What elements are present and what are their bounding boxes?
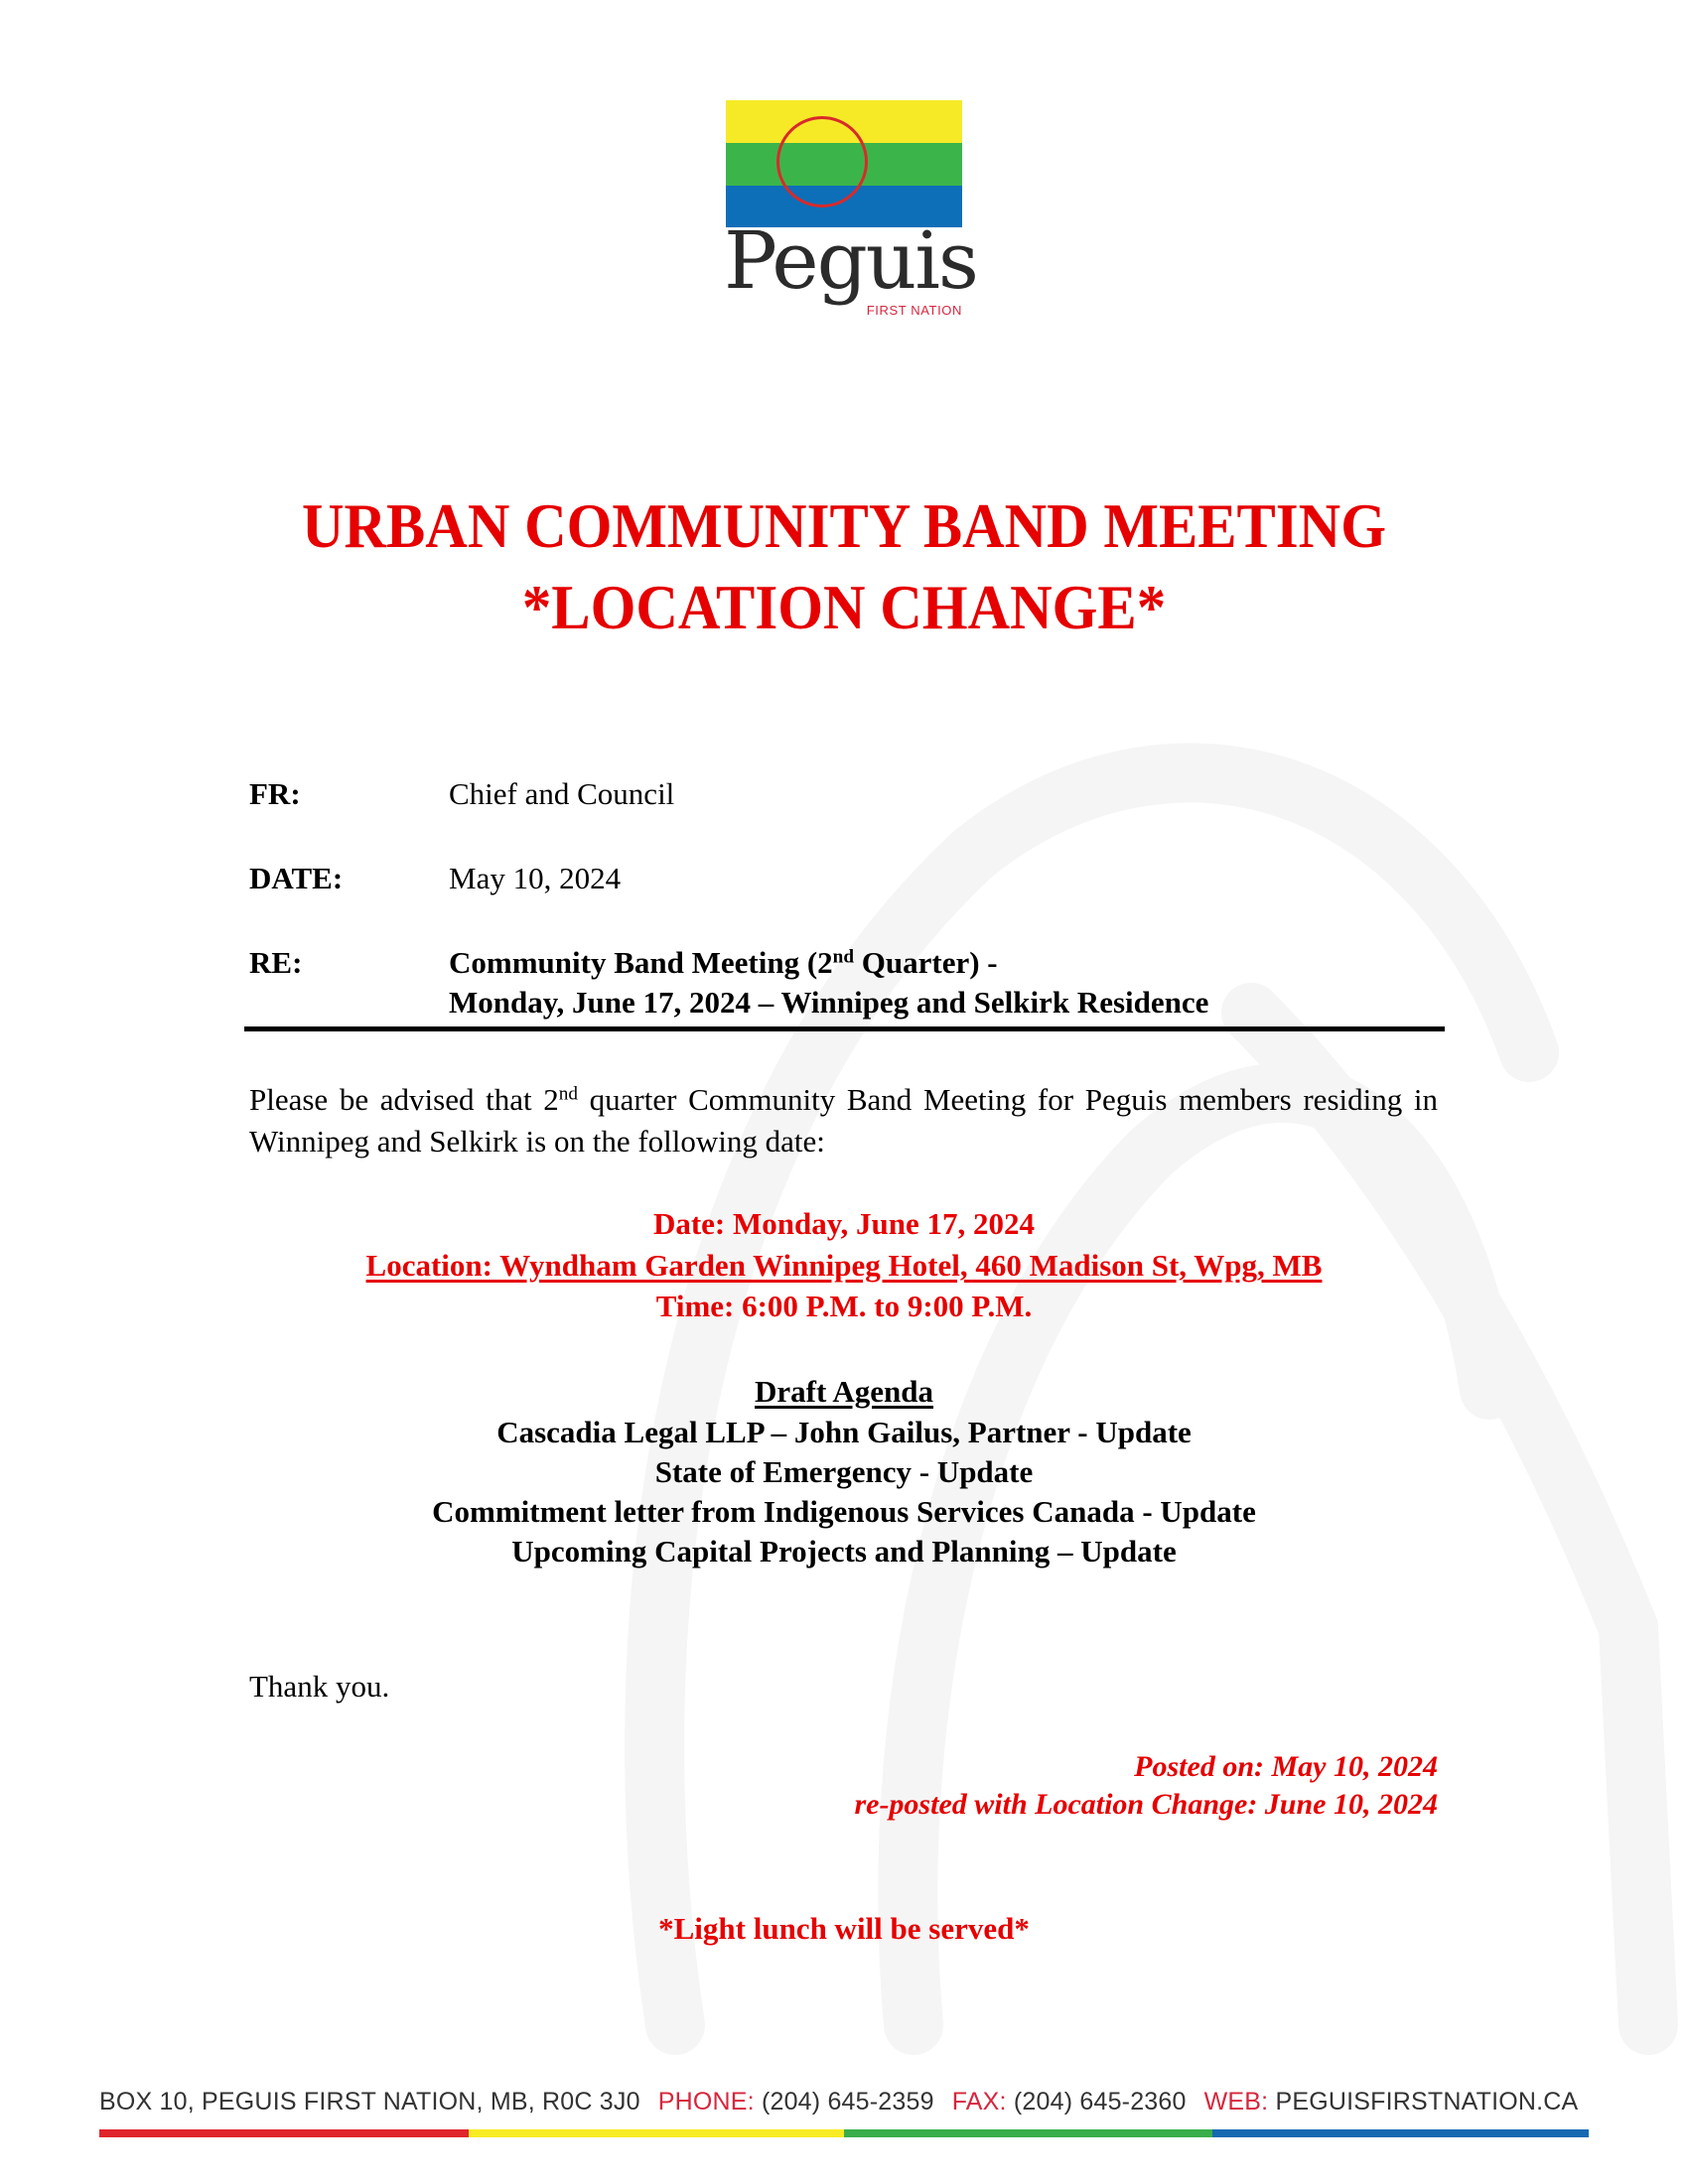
memo-re-line1-text: Community Band Meeting (2 [449, 945, 833, 980]
footer-web-label: WEB: [1203, 2088, 1269, 2116]
intro-text-start: Please be advised that 2 [249, 1082, 559, 1117]
footer-bar-green [844, 2129, 1212, 2137]
agenda-heading [0, 1372, 1688, 1412]
logo-subtitle: FIRST NATION [866, 303, 962, 318]
flag-ring-icon [776, 116, 868, 207]
intro-paragraph [249, 1079, 1438, 1162]
footer-contact [99, 2087, 1589, 2116]
logo-wordmark: Peguis [724, 214, 977, 307]
header-divider [244, 1026, 1445, 1031]
peguis-flag-icon [726, 100, 962, 227]
intro-sup: nd [558, 1083, 578, 1105]
memo-date-value: May 10, 2024 [449, 861, 622, 895]
agenda-item: Upcoming Capital Projects and Planning – Update [511, 1534, 1177, 1569]
peguis-logo [724, 100, 977, 324]
footer-phone: (204) 645-2359 [761, 2088, 934, 2116]
memo-date-label: DATE: [249, 861, 344, 895]
event-location [0, 1246, 1688, 1286]
watermark-graphic [556, 635, 1688, 2065]
intro-text-end: quarter Community Band Meeting for Peguis members residing in Winnipeg and Selkirk is on the following date: [249, 1082, 1439, 1159]
memo-re-sup: nd [832, 946, 855, 968]
footer-bar-yellow [469, 2129, 844, 2137]
agenda-heading-text: Draft Agenda [755, 1374, 933, 1409]
agenda-item: Commitment letter from Indigenous Services Canada - Update [432, 1494, 1256, 1529]
event-time: Time: 6:00 P.M. to 9:00 P.M. [655, 1289, 1033, 1323]
footer-bar-blue [1212, 2129, 1589, 2137]
memo-from-label: FR: [249, 776, 301, 811]
event-location-text: Location: Wyndham Garden Winnipeg Hotel, 460 Madison St, Wpg, MB [365, 1248, 1323, 1283]
footer-web[interactable]: PEGUISFIRSTNATION.CA [1275, 2088, 1579, 2116]
event-date: Date: Monday, June 17, 2024 [652, 1206, 1036, 1241]
footer-fax-label: FAX: [951, 2088, 1007, 2116]
lunch-note: *Light lunch will be served* [658, 1911, 1030, 1946]
footer-address: BOX 10, PEGUIS FIRST NATION, MB, R0C 3J0 [99, 2088, 640, 2116]
memo-re-line2: Monday, June 17, 2024 – Winnipeg and Selkirk Residence [449, 985, 1209, 1020]
footer-phone-label: PHONE: [657, 2088, 755, 2116]
memo-re-line1 [449, 945, 998, 981]
agenda-item: Cascadia Legal LLP – John Gailus, Partner - Update [496, 1415, 1192, 1449]
memo-re-label: RE: [249, 945, 303, 980]
page-title: URBAN COMMUNITY BAND MEETING [301, 490, 1387, 561]
page-subtitle: *LOCATION CHANGE* [521, 572, 1167, 642]
thank-you-text: Thank you. [249, 1669, 390, 1704]
footer-bar-red [99, 2129, 469, 2137]
posted-on-date: Posted on: May 10, 2024 [1134, 1750, 1438, 1783]
memo-re-line1-end: Quarter) - [854, 945, 998, 980]
memo-from-value: Chief and Council [449, 776, 675, 811]
agenda-item: State of Emergency - Update [654, 1454, 1034, 1489]
footer-fax: (204) 645-2360 [1013, 2088, 1187, 2116]
reposted-date: re-posted with Location Change: June 10, 2024 [854, 1788, 1438, 1821]
